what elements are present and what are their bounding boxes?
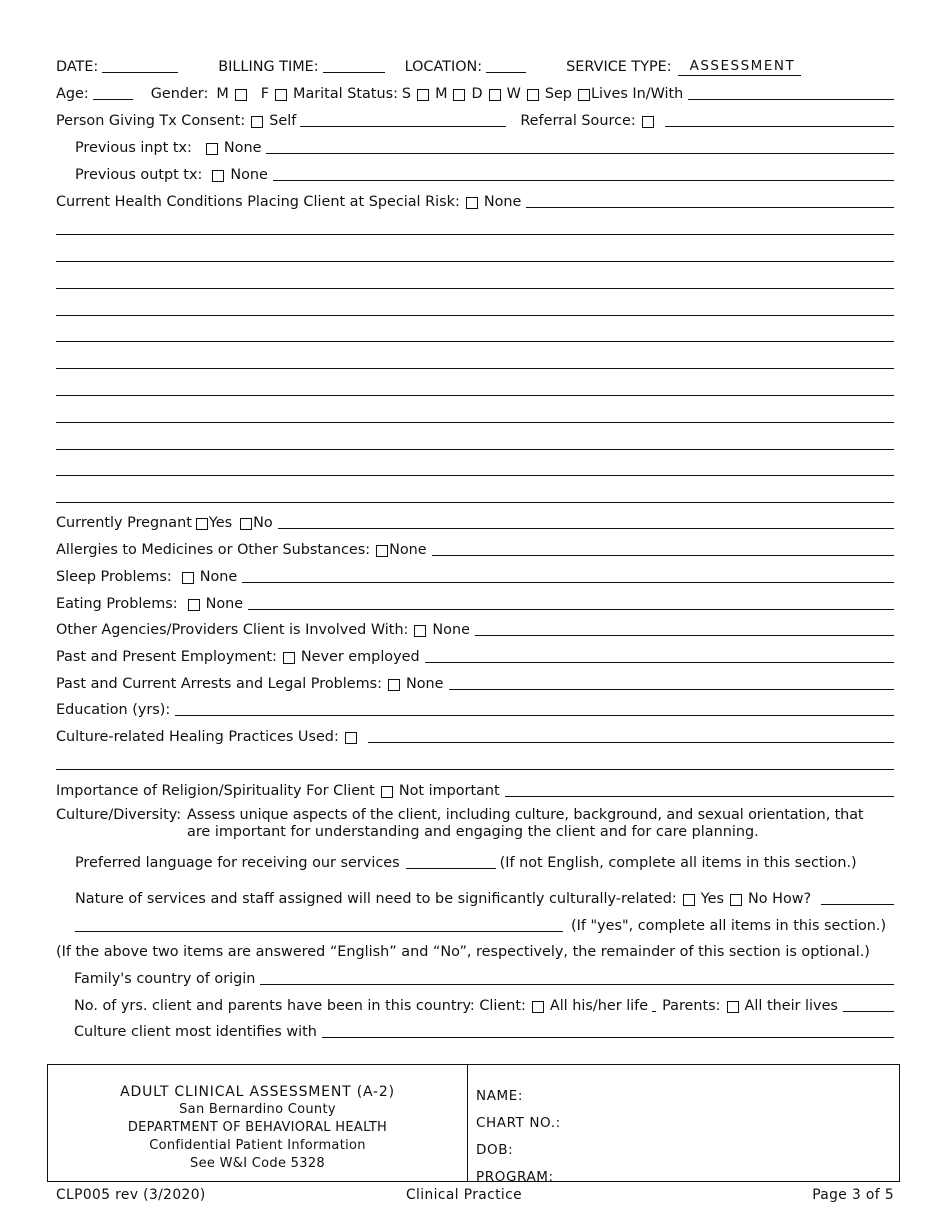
nature-yes-checkbox[interactable] [683,894,695,906]
lives-with-checkbox[interactable] [578,89,590,101]
gender-f-checkbox[interactable] [275,89,287,101]
parents-label: Parents: [662,998,721,1014]
nature-yes-label: Yes [700,891,724,907]
gender-f-label: F [260,86,270,102]
country-label: Family's country of origin [74,971,256,987]
sleep-none-checkbox[interactable] [182,572,194,584]
education-row [56,697,894,719]
footer-center: Clinical Practice [406,1187,523,1203]
nature-no-how-label: No How? [747,891,812,907]
agencies-none-checkbox[interactable] [414,625,426,637]
never-employed-label: Never employed [300,649,420,665]
blank-line[interactable] [56,368,894,369]
religion-field[interactable] [505,795,894,797]
marital-s-label: S [401,86,412,102]
country-field[interactable] [260,983,894,985]
pregnant-field[interactable] [278,527,894,529]
prev-inpt-none-checkbox[interactable] [206,143,218,155]
nature-how-continued-field[interactable] [75,930,563,932]
country-row [74,966,894,988]
blank-line[interactable] [56,315,894,316]
language-label: Preferred language for receiving our services [75,855,400,871]
referral-source-field[interactable] [665,125,894,127]
patient-info-block [476,1083,561,1191]
marital-s-checkbox[interactable] [417,89,429,101]
nature-how-row [75,913,894,935]
lives-with-label: Lives In/With [590,86,684,102]
allergies-field[interactable] [432,554,894,556]
prev-inpt-none-label: None [223,140,262,156]
demographics-row [56,81,894,103]
prev-outpt-none-label: None [230,167,268,183]
blank-line[interactable] [56,475,894,476]
employment-row [56,644,894,666]
form-id: CLP005 rev (3/2020) [56,1187,206,1203]
eating-label: Eating Problems: [56,596,178,612]
allergies-label: Allergies to Medicines or Other Substances: [56,542,371,558]
all-life-label: All his/her life [549,998,649,1014]
blank-line[interactable] [56,449,894,450]
health-field[interactable] [526,206,894,208]
form-title: ADULT CLINICAL ASSESSMENT (A-2) [120,1084,395,1100]
culture-desc-line2: are important for understanding and engaging the client and for care planning. [187,824,759,840]
location-field[interactable] [486,71,526,73]
years-label: No. of yrs. client and parents have been in this country: Client: [74,998,526,1014]
sleep-field[interactable] [242,581,894,583]
department: DEPARTMENT OF BEHAVIORAL HEALTH [127,1120,388,1135]
header-row [56,54,894,76]
county: San Bernardino County [179,1102,336,1117]
name-label[interactable]: NAME: [476,1088,524,1104]
consent-label: Person Giving Tx Consent: [56,113,246,129]
optional-note-row [56,939,894,961]
employment-field[interactable] [425,661,894,663]
agencies-row [56,617,894,639]
nature-row [75,886,894,908]
nature-how-field[interactable] [821,903,894,905]
blank-line[interactable] [56,288,894,289]
culture-desc-line1: Assess unique aspects of the client, including culture, background, and sexual orientation, that [187,807,864,823]
sleep-row [56,564,894,586]
not-important-label: Not important [398,783,500,799]
form-title-block [48,1065,468,1181]
referral-source-checkbox[interactable] [642,116,654,128]
allergies-row [56,537,894,559]
education-label: Education (yrs): [56,702,171,718]
marital-w-label: W [506,86,521,102]
marital-sep-label: Sep [544,86,572,102]
arrests-none-checkbox[interactable] [388,679,400,691]
marital-d-checkbox[interactable] [489,89,501,101]
identifies-row [74,1019,894,1041]
language-field[interactable] [406,867,496,869]
eating-none-checkbox[interactable] [188,599,200,611]
blank-line[interactable] [56,341,894,342]
eating-none-label: None [205,596,244,612]
service-type-value[interactable]: ASSESSMENT [678,57,802,76]
healing-row [56,724,894,746]
years-row [74,993,894,1015]
blank-line[interactable] [56,422,894,423]
marital-m-label: M [435,86,448,102]
service-type-label: SERVICE TYPE: [566,59,672,75]
lives-with-field[interactable] [688,98,894,100]
referral-source-label: Referral Source: [520,113,636,129]
program-label[interactable]: PROGRAM: [476,1169,554,1185]
culture-diversity-label: Culture/Diversity: [56,807,182,823]
nature-no-checkbox[interactable] [730,894,742,906]
prev-outpt-row [75,162,894,184]
sleep-label: Sleep Problems: [56,569,172,585]
all-lives-label: All their lives [744,998,838,1014]
eating-row [56,591,894,613]
prev-outpt-none-checkbox[interactable] [212,170,224,182]
marital-w-checkbox[interactable] [527,89,539,101]
marital-d-label: D [471,86,483,102]
age-field[interactable] [93,98,133,100]
health-label: Current Health Conditions Placing Client at Special Risk: [56,194,460,210]
eating-field[interactable] [248,608,894,610]
blank-line[interactable] [56,395,894,396]
prev-inpt-row [75,135,894,157]
allergies-none-label: None [389,542,427,558]
optional-note: (If the above two items are answered “English” and “No”, respectively, the remainder of this section is optional.) [56,944,870,960]
pregnant-no-checkbox[interactable] [240,518,252,530]
arrests-field[interactable] [449,688,894,690]
self-checkbox[interactable] [251,116,263,128]
language-note: (If not English, complete all items in this section.) [499,855,857,871]
prev-inpt-label: Previous inpt tx: [75,140,192,156]
marital-m-checkbox[interactable] [453,89,465,101]
language-row [75,850,894,872]
parents-years-field[interactable] [843,1010,894,1012]
gender-m-label: M [216,86,229,102]
dob-label[interactable]: DOB: [476,1142,514,1158]
billing-time-label: BILLING TIME: [218,59,319,75]
agencies-none-label: None [432,622,470,638]
healing-field[interactable] [368,741,894,743]
not-important-checkbox[interactable] [381,786,393,798]
blank-line[interactable] [56,234,894,235]
agencies-field[interactable] [475,634,894,636]
blank-line[interactable] [56,502,894,503]
marital-status-label: Marital Status: [293,86,398,102]
prev-outpt-field[interactable] [273,179,894,181]
healing-label: Culture-related Healing Practices Used: [56,729,339,745]
code-reference: See W&I Code 5328 [190,1156,325,1171]
health-none-label: None [483,194,522,210]
all-life-checkbox[interactable] [532,1001,544,1013]
billing-time-field[interactable] [323,71,385,73]
blank-line[interactable] [56,769,894,770]
all-lives-checkbox[interactable] [727,1001,739,1013]
blank-line[interactable] [56,261,894,262]
health-row [56,189,894,211]
agencies-label: Other Agencies/Providers Client is Involved With: [56,622,409,638]
gender-m-checkbox[interactable] [235,89,247,101]
age-label: Age: [56,86,89,102]
consent-row [56,108,894,130]
religion-row [56,778,894,800]
arrests-none-label: None [405,676,444,692]
date-field[interactable] [102,71,178,73]
date-label: DATE: [56,59,99,75]
education-field[interactable] [175,714,894,716]
sleep-none-label: None [199,569,238,585]
self-label: Self [269,113,297,129]
employment-label: Past and Present Employment: [56,649,277,665]
pregnant-yes-label: Yes [208,515,233,531]
consent-field[interactable] [300,125,506,127]
never-employed-checkbox[interactable] [283,652,295,664]
prev-inpt-field[interactable] [266,152,894,154]
prev-outpt-label: Previous outpt tx: [75,167,203,183]
pregnant-row [56,510,894,532]
arrests-row [56,671,894,693]
identifies-field[interactable] [322,1036,894,1038]
location-label: LOCATION: [404,59,483,75]
pregnant-no-label: No [253,515,273,531]
identifies-label: Culture client most identifies with [74,1024,317,1040]
healing-checkbox[interactable] [345,732,357,744]
confidential-notice: Confidential Patient Information [149,1138,366,1153]
allergies-none-checkbox[interactable] [376,545,388,557]
chart-no-label[interactable]: CHART NO.: [476,1115,561,1131]
arrests-label: Past and Current Arrests and Legal Problems: [56,676,382,692]
yes-note: (If "yes", complete all items in this section.) [571,918,887,934]
pregnant-label: Currently Pregnant [56,515,192,531]
nature-label: Nature of services and staff assigned will need to be significantly culturally-related: [75,891,677,907]
footer-box [47,1064,900,1185]
client-years-field[interactable] [652,1010,656,1012]
gender-label: Gender: [150,86,209,102]
religion-label: Importance of Religion/Spirituality For Client [56,783,375,799]
pregnant-yes-checkbox[interactable] [196,518,208,530]
page-number: Page 3 of 5 [812,1187,894,1203]
health-none-checkbox[interactable] [466,197,478,209]
